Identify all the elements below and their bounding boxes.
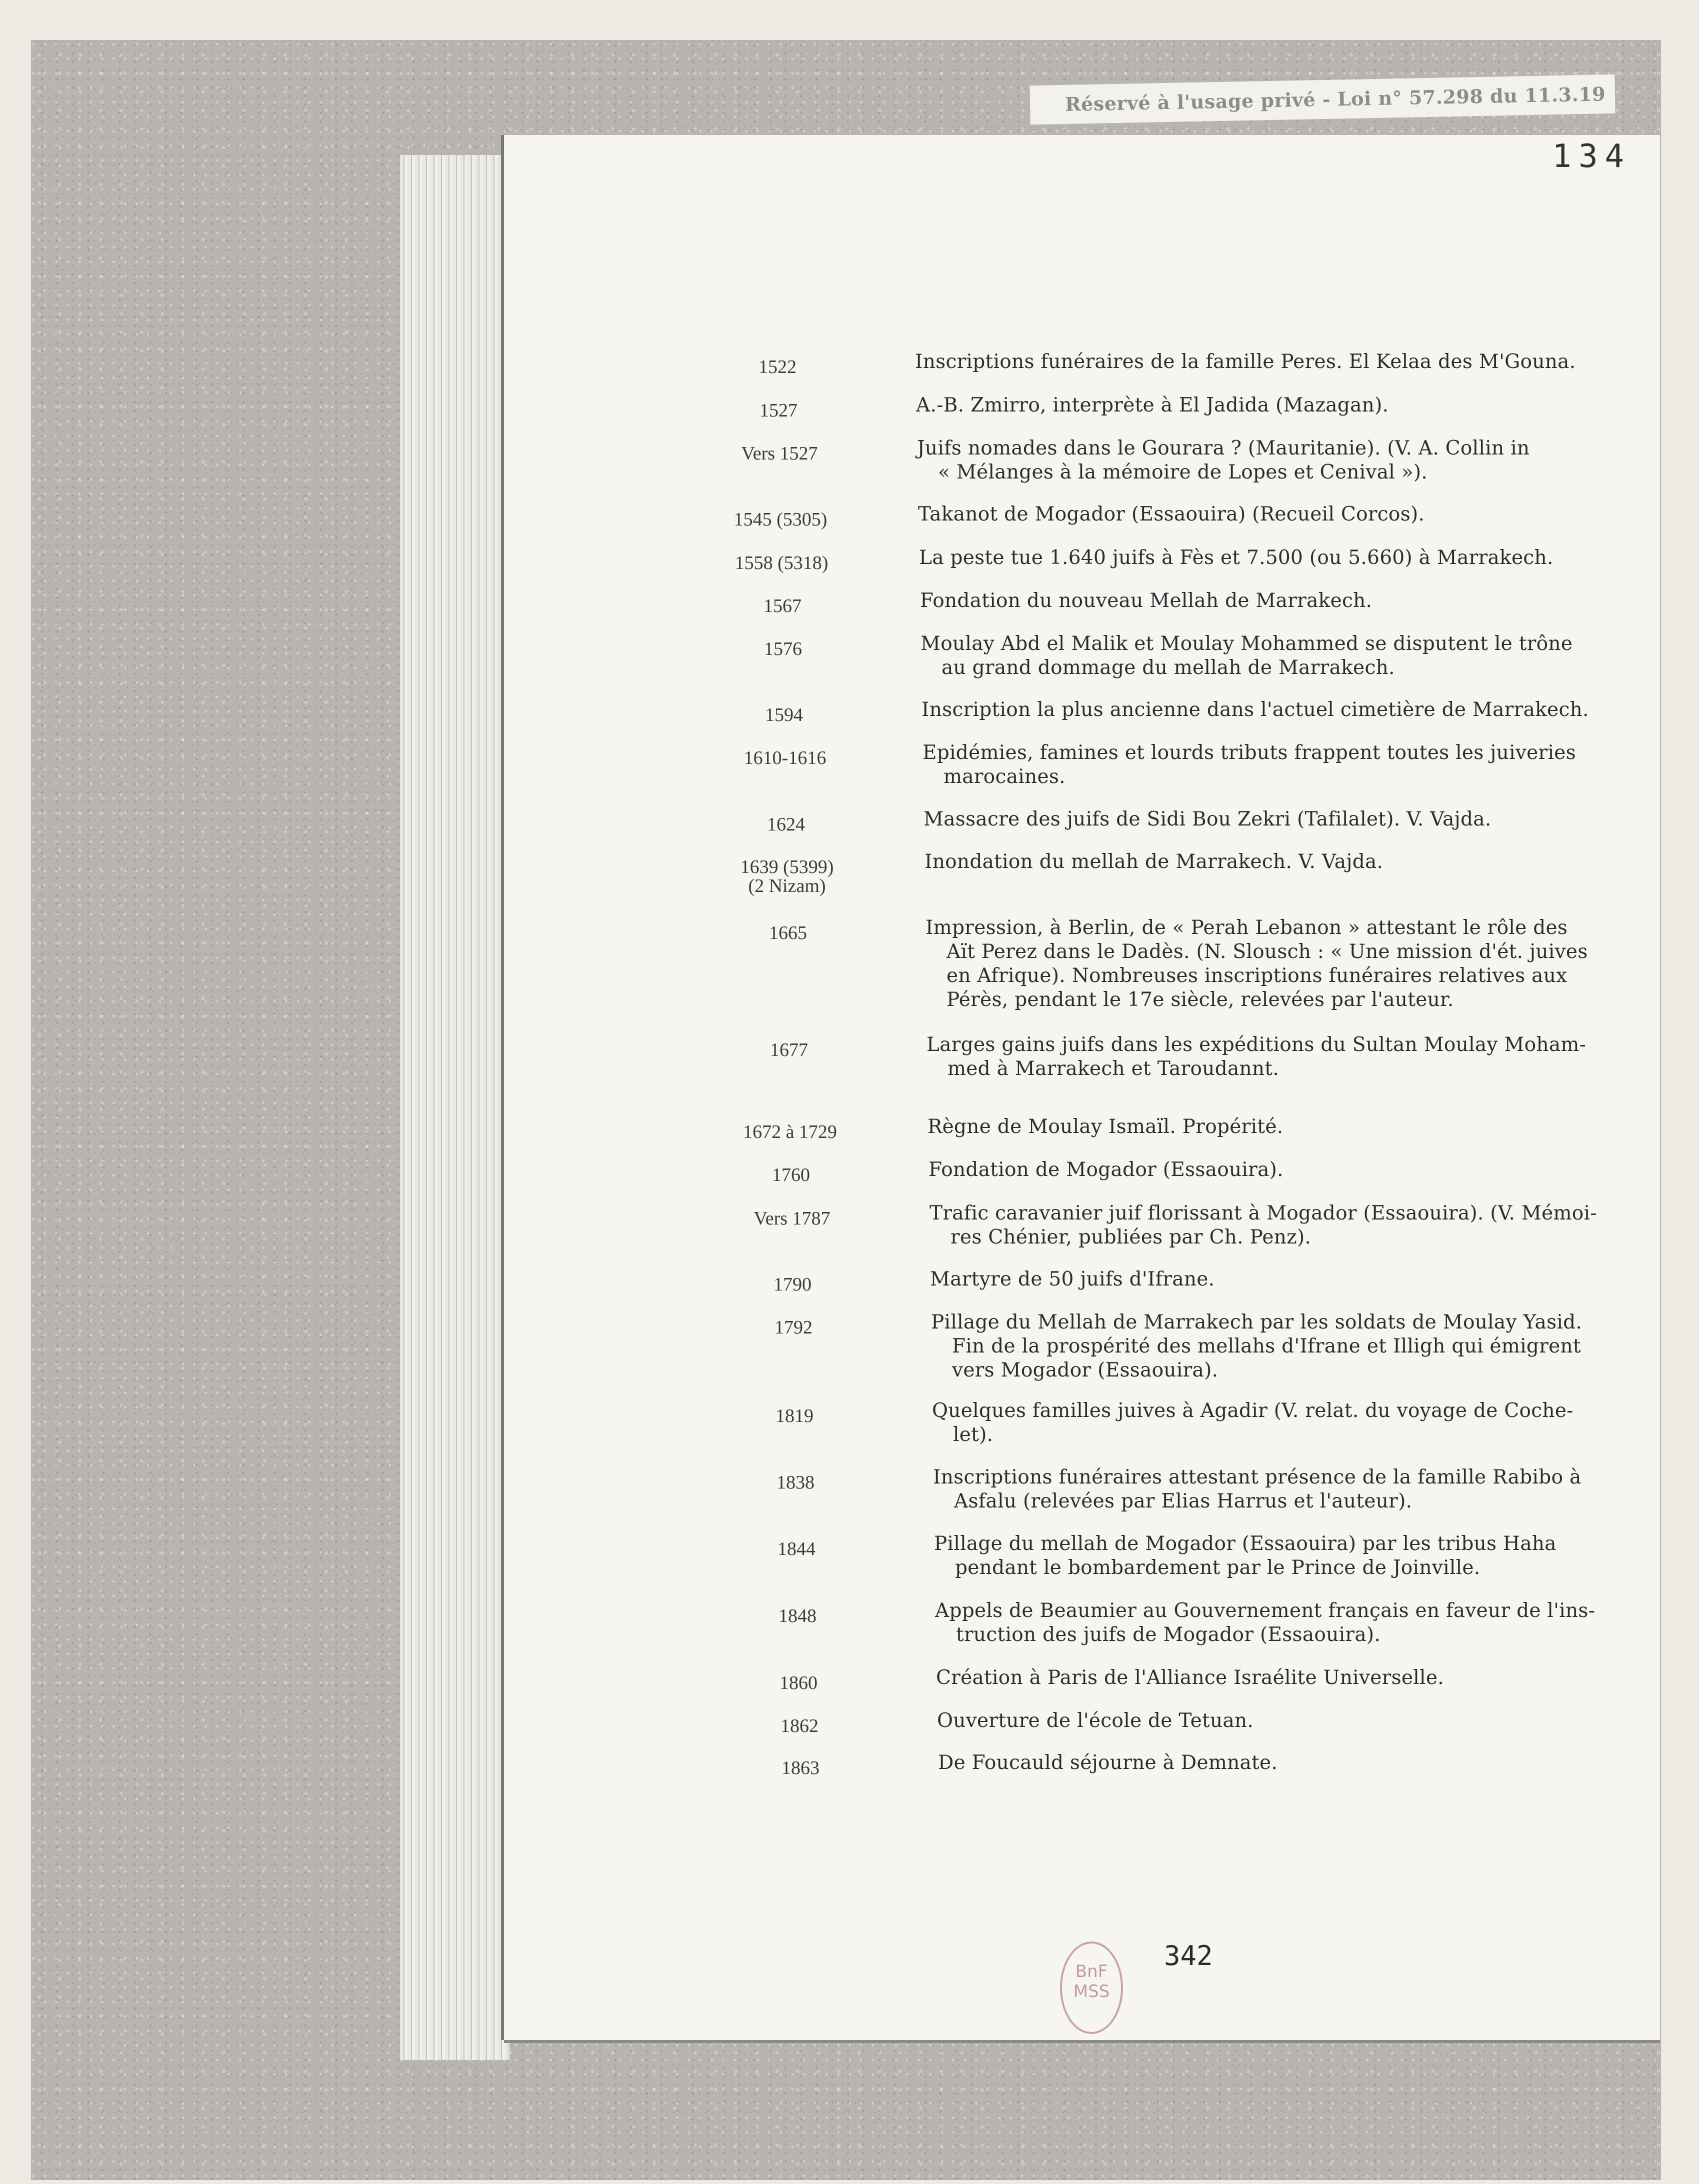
entry-text-line: Inondation du mellah de Marrakech. V. Vajda.	[924, 850, 1384, 873]
entry-text-line: Inscription la plus ancienne dans l'actuel cimetière de Marrakech.	[922, 698, 1589, 721]
entry-text-line: Martyre de 50 juifs d'Ifrane.	[930, 1268, 1215, 1290]
entry-text	[928, 1158, 1638, 1182]
entry-date: 1844	[778, 1538, 816, 1560]
entry-text	[934, 1532, 1644, 1580]
entry-text	[926, 1033, 1636, 1081]
entry-text-line: au grand dommage du mellah de Marrakech.	[942, 656, 1395, 679]
page-number: 134	[1552, 138, 1631, 175]
entry-text-line: « Mélanges à la mémoire de Lopes et Cenival »).	[938, 461, 1428, 484]
entry-text-line: Impression, à Berlin, de « Perah Lebanon » attestant le rôle des	[926, 916, 1568, 939]
entry-text-line: Pérès, pendant le 17e siècle, relevées par l'auteur.	[946, 988, 1454, 1011]
entry-date: 1860	[780, 1672, 818, 1694]
entry-text	[918, 502, 1628, 526]
entry-date: 1545 (5305)	[734, 509, 828, 530]
entry-date: 1819	[776, 1406, 814, 1426]
entry-text-line: Pillage du mellah de Mogador (Essaouira) par les tribus Haha	[934, 1532, 1556, 1555]
entry-text-line: res Chénier, publiées par Ch. Penz).	[950, 1226, 1312, 1248]
bnf-stamp-line1: BnF	[1075, 1962, 1108, 1982]
entry-date: 1677	[770, 1040, 808, 1060]
entry-text-line: De Foucauld séjourne à Demnate.	[938, 1752, 1278, 1774]
entry-text	[922, 698, 1632, 722]
entry-date: 1624	[767, 814, 805, 835]
entry-text-line: Fin de la prospérité des mellahs d'Ifrane et Illigh qui émigrent	[952, 1335, 1581, 1358]
entry-text-line: Massacre des juifs de Sidi Bou Zekri (Tafilalet). V. Vajda.	[924, 808, 1492, 830]
entry-date: 1838	[776, 1472, 814, 1493]
entry-text	[933, 1466, 1643, 1514]
entry-date: Vers 1787	[754, 1208, 830, 1229]
entry-text-line: truction des juifs de Mogador (Essaouira).	[956, 1624, 1381, 1646]
folio-number: 342	[1164, 1940, 1213, 1972]
entry-text-line: Création à Paris de l'Alliance Israélite Universelle.	[936, 1666, 1444, 1689]
entry-date-note: (2 Nizam)	[748, 876, 826, 896]
bnf-stamp	[1060, 1942, 1123, 2034]
entry-text-line: Asfalu (relevées par Elias Harrus et l'auteur).	[954, 1490, 1412, 1512]
entry-text-line: Trafic caravanier juif florissant à Mogador (Essaouira). (V. Mémoi-	[930, 1202, 1597, 1224]
entry-text	[919, 546, 1629, 570]
entry-text	[922, 741, 1632, 789]
entry-text-line: Aït Perez dans le Dadès. (N. Slousch : « Une mission d'ét. juives	[946, 940, 1588, 963]
entry-date: 1863	[782, 1758, 820, 1778]
entry-date: 1848	[778, 1606, 816, 1626]
entry-text-line: Takanot de Mogador (Essaouira) (Recueil Corcos).	[918, 503, 1425, 526]
entry-text	[931, 1310, 1641, 1382]
entry-text-line: A.-B. Zmirro, interprète à El Jadida (Mazagan).	[916, 394, 1389, 416]
entry-text-line: Quelques familles juives à Agadir (V. relat. du voyage de Coche-	[932, 1400, 1574, 1422]
entry-text-line: let).	[953, 1424, 994, 1446]
entry-text-line: en Afrique). Nombreuses inscriptions funéraires relatives aux	[946, 964, 1568, 987]
usage-banner: Réservé à l'usage privé - Loi n° 57.298 du 11.3.19	[1030, 74, 1615, 124]
entry-date: 1672 à 1729	[743, 1122, 837, 1142]
entry-text	[930, 1268, 1640, 1292]
entry-text	[916, 394, 1626, 418]
entry-text	[920, 632, 1630, 680]
entry-date: 1639 (5399)	[740, 856, 834, 878]
entry-text-line: med à Marrakech et Taroudannt.	[948, 1058, 1280, 1080]
entry-text-line: Inscriptions funéraires de la famille Peres. El Kelaa des M'Gouna.	[915, 350, 1576, 373]
entry-text	[928, 1115, 1638, 1139]
entry-date: 1527	[760, 400, 798, 421]
entry-date: 1665	[769, 922, 807, 944]
entry-text	[935, 1599, 1645, 1647]
entry-text	[924, 808, 1634, 832]
entry-text	[926, 916, 1636, 1012]
entry-text-line: Fondation de Mogador (Essaouira).	[928, 1158, 1284, 1181]
entry-text	[915, 350, 1625, 374]
bnf-stamp-line2: MSS	[1073, 1982, 1110, 2002]
entry-date: 1594	[765, 704, 803, 726]
entry-date: 1522	[758, 356, 796, 378]
entry-date: 1567	[764, 596, 802, 616]
entry-text-line: vers Mogador (Essaouira).	[952, 1359, 1218, 1382]
entry-date: 1792	[774, 1317, 812, 1338]
entry-date: 1610-1616	[744, 748, 826, 768]
entry-text-line: Moulay Abd el Malik et Moulay Mohammed se disputent le trône	[920, 632, 1573, 655]
document-page	[504, 135, 1660, 2040]
entry-text-line: Pillage du Mellah de Marrakech par les soldats de Moulay Yasid.	[931, 1311, 1582, 1334]
entry-text-line: pendant le bombardement par le Prince de Joinville.	[955, 1556, 1480, 1579]
entry-text	[938, 1751, 1648, 1775]
entry-text-line: Juifs nomades dans le Gourara ? (Mauritanie). (V. A. Collin in	[917, 437, 1530, 460]
entry-date: 1790	[774, 1274, 812, 1295]
entry-date: 1576	[764, 638, 802, 660]
entry-text-line: Fondation du nouveau Mellah de Marrakech.	[920, 590, 1372, 612]
entry-text	[930, 1202, 1640, 1250]
entry-text	[936, 1666, 1646, 1690]
entry-date: 1558 (5318)	[734, 552, 828, 574]
entry-text-line: marocaines.	[944, 766, 1066, 788]
entry-text	[924, 850, 1634, 874]
entry-text-line: Appels de Beaumier au Gouvernement français en faveur de l'ins-	[935, 1600, 1596, 1622]
entry-text-line: Ouverture de l'école de Tetuan.	[937, 1710, 1254, 1732]
page-edges	[400, 155, 510, 2060]
entry-text	[937, 1709, 1647, 1733]
entry-text-line: Inscriptions funéraires attestant présence de la famille Rabibo à	[933, 1466, 1582, 1488]
entry-text	[932, 1399, 1642, 1447]
entry-text-line: Larges gains juifs dans les expéditions du Sultan Moulay Moham-	[926, 1034, 1586, 1056]
entry-date: Vers 1527	[741, 443, 818, 464]
entry-date: 1862	[780, 1716, 818, 1736]
entry-text-line: Epidémies, famines et lourds tributs frappent toutes les juiveries	[922, 742, 1576, 764]
entry-text	[920, 589, 1630, 613]
entry-date: 1760	[772, 1164, 810, 1186]
entry-text	[917, 436, 1627, 484]
entry-text-line: La peste tue 1.640 juifs à Fès et 7.500 (ou 5.660) à Marrakech.	[919, 546, 1554, 569]
entry-text-line: Règne de Moulay Ismaïl. Propérité.	[928, 1116, 1284, 1138]
